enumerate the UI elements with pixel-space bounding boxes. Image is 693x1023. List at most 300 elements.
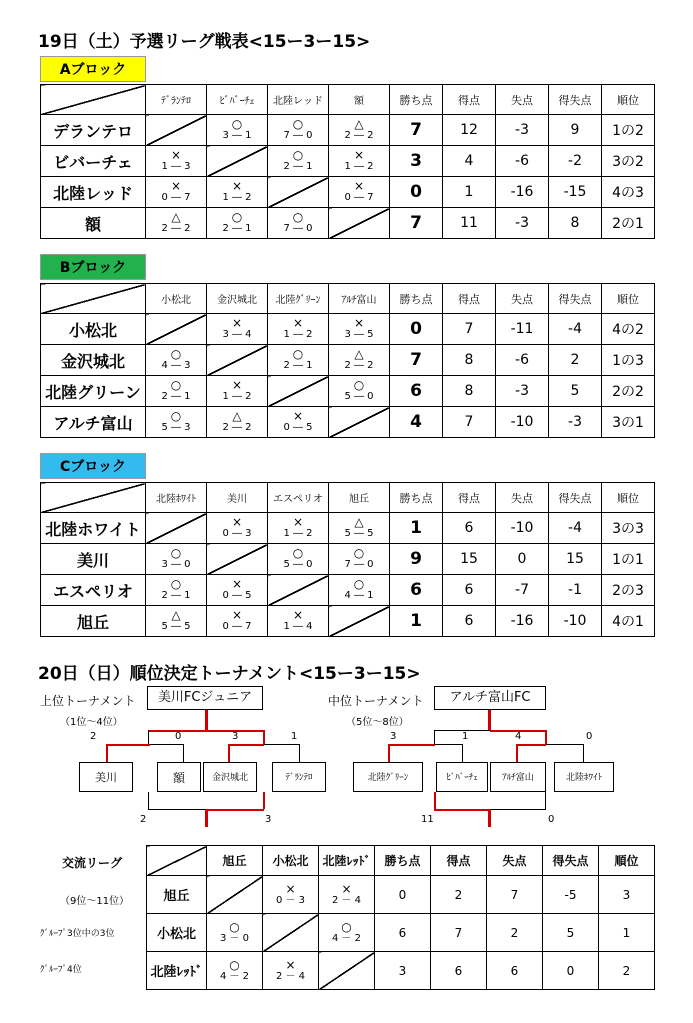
points: 6 [390, 376, 443, 407]
result-mark: △ [171, 210, 181, 224]
match-result [329, 513, 390, 544]
match-result [207, 177, 268, 208]
goal-difference: -3 [549, 407, 602, 438]
result-mark: × [292, 409, 304, 423]
rank: 2の3 [602, 575, 655, 606]
points: 0 [375, 876, 431, 914]
self-match-cell [319, 952, 375, 990]
goals-against: 0 [496, 544, 549, 575]
result-score: 1 ― 4 [283, 621, 313, 632]
match-result [207, 115, 268, 146]
result-mark: ○ [170, 577, 182, 591]
result-score: 0 ― 3 [222, 528, 252, 539]
middle-champion: アルチ富山FC [434, 686, 546, 710]
goals-for: 7 [443, 407, 496, 438]
team-name: エスペリオ [41, 575, 146, 606]
middle-label: 中位トーナメント [328, 694, 424, 708]
self-match-cell [207, 544, 268, 575]
exchange-note-2: ｸﾞﾙｰﾌﾟ4位 [40, 965, 82, 975]
team-header: 北陸ﾎﾜｲﾄ [146, 483, 207, 513]
result-score: 2 ― 1 [222, 223, 252, 234]
middle-team-4: 北陸ﾎﾜｲﾄ [554, 762, 614, 792]
result-mark: ○ [170, 347, 182, 361]
result-score: 4 ― 1 [344, 590, 374, 601]
result-mark: ○ [231, 117, 243, 131]
result-mark: × [231, 316, 243, 330]
match-result [268, 314, 329, 345]
team-header: エスペリオ [268, 483, 329, 513]
team-name: 小松北 [147, 914, 207, 952]
block-table-3 [40, 482, 655, 637]
team-header: 旭丘 [329, 483, 390, 513]
upper-team-1: 美川 [79, 762, 133, 792]
points: 3 [375, 952, 431, 990]
goals-for: 12 [443, 115, 496, 146]
rank: 1の1 [602, 544, 655, 575]
match-result [329, 544, 390, 575]
table-row [41, 376, 655, 407]
goal-difference: -5 [543, 876, 599, 914]
goal-difference: 9 [549, 115, 602, 146]
result-score: 7 ― 0 [283, 130, 313, 141]
result-score: 7 ― 0 [283, 223, 313, 234]
rank: 1の3 [602, 345, 655, 376]
result-score: 1 ― 2 [344, 161, 374, 172]
result-mark: △ [354, 117, 364, 131]
result-mark: × [292, 608, 304, 622]
goals-for: 4 [443, 146, 496, 177]
stat-header: 得点 [431, 846, 487, 876]
points: 9 [390, 544, 443, 575]
result-score: 4 － 2 [331, 932, 362, 944]
result-mark: ○ [229, 919, 240, 934]
goals-against: -10 [496, 407, 549, 438]
result-score: 5 ― 0 [283, 559, 313, 570]
result-mark: ○ [341, 919, 352, 934]
team-name: 北陸ホワイト [41, 513, 146, 544]
result-mark: ○ [231, 210, 243, 224]
result-mark: ○ [170, 378, 182, 392]
result-mark: △ [232, 409, 242, 423]
self-match-cell [207, 146, 268, 177]
team-header: 旭丘 [207, 846, 263, 876]
match-result [329, 146, 390, 177]
result-score: 2 ― 2 [161, 223, 191, 234]
team-name: アルチ富山 [41, 407, 146, 438]
stat-header: 得点 [443, 284, 496, 314]
goal-difference: 8 [549, 208, 602, 239]
result-score: 3 ― 0 [161, 559, 191, 570]
result-mark: ○ [170, 546, 182, 560]
goal-difference: 2 [549, 345, 602, 376]
middle-r1-score-2: 1 [462, 731, 469, 742]
self-match-cell [207, 345, 268, 376]
match-result [268, 407, 329, 438]
result-score: 5 ― 5 [344, 528, 374, 539]
stat-header: 勝ち点 [390, 483, 443, 513]
match-result [146, 544, 207, 575]
result-score: 1 ― 2 [222, 192, 252, 203]
upper-team-3: 金沢城北 [203, 762, 257, 792]
result-mark: × [292, 515, 304, 529]
exchange-table [146, 845, 655, 990]
points: 7 [390, 345, 443, 376]
stat-header: 順位 [599, 846, 655, 876]
goal-difference: 5 [549, 376, 602, 407]
team-header: 小松北 [263, 846, 319, 876]
match-result [263, 876, 319, 914]
block-table-2 [40, 283, 655, 438]
team-name: 美川 [41, 544, 146, 575]
points: 4 [390, 407, 443, 438]
points: 0 [390, 314, 443, 345]
rank: 2 [599, 952, 655, 990]
upper-team-4: ﾃﾞﾗﾝﾃﾛ [272, 762, 326, 792]
points: 1 [390, 606, 443, 637]
goal-difference: -2 [549, 146, 602, 177]
result-score: 0 ― 5 [222, 590, 252, 601]
match-result [268, 513, 329, 544]
goals-for: 11 [443, 208, 496, 239]
result-mark: × [353, 148, 365, 162]
match-result [207, 407, 268, 438]
table-row [41, 513, 655, 544]
team-header: 金沢城北 [207, 284, 268, 314]
result-score: 0 ― 7 [222, 621, 252, 632]
rank: 1の2 [602, 115, 655, 146]
corner-cell [41, 85, 146, 115]
team-name: ビバーチェ [41, 146, 146, 177]
block-label-1: Aブロック [40, 56, 146, 82]
result-score: 7 ― 0 [344, 559, 374, 570]
goals-against: -3 [496, 115, 549, 146]
stat-header: 得失点 [549, 483, 602, 513]
result-mark: ○ [292, 210, 304, 224]
result-score: 2 ― 2 [222, 422, 252, 433]
team-header: ﾃﾞﾗﾝﾃﾛ [146, 85, 207, 115]
match-result [329, 314, 390, 345]
day1-title: 19日（土）予選リーグ戦表<15ー3ー15> [38, 32, 371, 52]
team-header: ｱﾙﾁ富山 [329, 284, 390, 314]
match-result [329, 177, 390, 208]
rank: 3の3 [602, 513, 655, 544]
block-label-2: Bブロック [40, 254, 146, 280]
team-header: 額 [329, 85, 390, 115]
result-score: 2 ― 1 [161, 391, 191, 402]
upper-champion: 美川FCジュニア [147, 686, 263, 710]
result-score: 2 － 4 [275, 970, 306, 982]
match-result [207, 952, 263, 990]
result-score: 1 ― 3 [161, 161, 191, 172]
goals-against: -3 [496, 376, 549, 407]
match-result [146, 177, 207, 208]
result-score: 5 ― 0 [344, 391, 374, 402]
stat-header: 順位 [602, 483, 655, 513]
middle-r1-score-1: 3 [390, 731, 397, 742]
self-match-cell [146, 314, 207, 345]
result-score: 0 ― 7 [344, 192, 374, 203]
goals-for: 7 [443, 314, 496, 345]
result-score: 5 ― 3 [161, 422, 191, 433]
result-score: 1 ― 2 [222, 391, 252, 402]
table-row [41, 544, 655, 575]
match-result [146, 208, 207, 239]
table-row [41, 407, 655, 438]
goals-for: 6 [443, 606, 496, 637]
match-result [146, 345, 207, 376]
points: 3 [390, 146, 443, 177]
corner-cell [147, 846, 207, 876]
block-label-3: Cブロック [40, 453, 146, 479]
match-result [146, 575, 207, 606]
result-score: 2 ― 1 [161, 590, 191, 601]
rank: 3の1 [602, 407, 655, 438]
match-result [146, 146, 207, 177]
team-header: 美川 [207, 483, 268, 513]
goals-for: 6 [443, 513, 496, 544]
result-score: 2 － 4 [331, 894, 362, 906]
team-name: 旭丘 [41, 606, 146, 637]
self-match-cell [207, 876, 263, 914]
middle-range: （5位～8位） [346, 717, 409, 728]
day2-title: 20日（日）順位決定トーナメント<15ー3ー15> [38, 664, 421, 684]
stat-header: 得点 [443, 483, 496, 513]
result-score: 3 － 0 [219, 932, 250, 944]
match-result [207, 376, 268, 407]
rank: 4の3 [602, 177, 655, 208]
result-score: 1 ― 2 [283, 329, 313, 340]
goal-difference: -1 [549, 575, 602, 606]
middle-team-2: ﾋﾞﾊﾞｰﾁｪ [436, 762, 488, 792]
upper-range: （1位～4位） [60, 717, 123, 728]
result-score: 3 ― 4 [222, 329, 252, 340]
match-result [146, 376, 207, 407]
match-result [268, 146, 329, 177]
table-row [147, 914, 655, 952]
table-row [41, 314, 655, 345]
team-name: 北陸グリーン [41, 376, 146, 407]
result-mark: ○ [229, 957, 240, 972]
goals-against: -16 [496, 606, 549, 637]
match-result [207, 606, 268, 637]
goal-difference: -10 [549, 606, 602, 637]
upper-r1-score-2: 0 [175, 731, 182, 742]
result-score: 1 ― 2 [283, 528, 313, 539]
rank: 3 [599, 876, 655, 914]
result-score: 0 ― 5 [283, 422, 313, 433]
exchange-note-1: ｸﾞﾙｰﾌﾟ3位中の3位 [40, 929, 115, 939]
result-mark: △ [171, 608, 181, 622]
result-mark: △ [354, 515, 364, 529]
result-score: 2 ― 2 [344, 130, 374, 141]
result-mark: ○ [292, 117, 304, 131]
result-mark: × [353, 316, 365, 330]
goals-for: 7 [431, 914, 487, 952]
result-mark: × [231, 378, 243, 392]
match-result [319, 914, 375, 952]
exchange-label: 交流リーグ [62, 856, 123, 870]
result-mark: × [231, 179, 243, 193]
upper-r1-score-3: 3 [232, 731, 239, 742]
team-name: 金沢城北 [41, 345, 146, 376]
result-mark: ○ [292, 347, 304, 361]
match-result [268, 606, 329, 637]
goal-difference: -4 [549, 314, 602, 345]
goals-against: -11 [496, 314, 549, 345]
result-score: 4 ― 3 [161, 360, 191, 371]
goals-against: 2 [487, 914, 543, 952]
match-result [207, 314, 268, 345]
rank: 4の1 [602, 606, 655, 637]
table-row [41, 208, 655, 239]
goals-against: -6 [496, 146, 549, 177]
match-result [319, 876, 375, 914]
goal-difference: -15 [549, 177, 602, 208]
table-row [147, 952, 655, 990]
upper-r1-score-1: 2 [90, 731, 97, 742]
table-row [41, 345, 655, 376]
self-match-cell [263, 914, 319, 952]
points: 0 [390, 177, 443, 208]
result-score: 2 ― 1 [283, 360, 313, 371]
team-header: 北陸レッド [268, 85, 329, 115]
result-mark: × [292, 316, 304, 330]
self-match-cell [268, 177, 329, 208]
team-header: 小松北 [146, 284, 207, 314]
match-result [207, 513, 268, 544]
result-score: 3 ― 5 [344, 329, 374, 340]
result-mark: × [231, 608, 243, 622]
rank: 3の2 [602, 146, 655, 177]
rank: 2の1 [602, 208, 655, 239]
points: 6 [375, 914, 431, 952]
goal-difference: 0 [543, 952, 599, 990]
result-score: 4 － 2 [219, 970, 250, 982]
self-match-cell [329, 407, 390, 438]
upper-team-2: 額 [157, 762, 201, 792]
goal-difference: -4 [549, 513, 602, 544]
match-result [207, 208, 268, 239]
self-match-cell [268, 575, 329, 606]
points: 7 [390, 208, 443, 239]
result-mark: ○ [292, 148, 304, 162]
goals-for: 6 [443, 575, 496, 606]
points: 1 [390, 513, 443, 544]
stat-header: 得失点 [549, 284, 602, 314]
result-score: 2 ― 1 [283, 161, 313, 172]
upper-final-score-1: 2 [140, 814, 147, 825]
upper-r1-score-4: 1 [291, 731, 298, 742]
stat-header: 勝ち点 [375, 846, 431, 876]
match-result [207, 575, 268, 606]
corner-cell [41, 284, 146, 314]
team-header: ﾋﾞﾊﾞｰﾁｪ [207, 85, 268, 115]
result-score: 0 ― 7 [161, 192, 191, 203]
result-mark: ○ [353, 577, 365, 591]
match-result [329, 345, 390, 376]
result-score: 5 ― 5 [161, 621, 191, 632]
team-header: 北陸ﾚｯﾄﾞ [319, 846, 375, 876]
points: 6 [390, 575, 443, 606]
goal-difference: 15 [549, 544, 602, 575]
middle-team-1: 北陸ｸﾞﾘｰﾝ [353, 762, 423, 792]
result-mark: ○ [353, 378, 365, 392]
stat-header: 勝ち点 [390, 284, 443, 314]
corner-cell [41, 483, 146, 513]
team-name: デランテロ [41, 115, 146, 146]
result-score: 0 － 3 [275, 894, 306, 906]
match-result [146, 407, 207, 438]
result-score: 3 ― 1 [222, 130, 252, 141]
stat-header: 得失点 [543, 846, 599, 876]
self-match-cell [146, 513, 207, 544]
match-result [329, 376, 390, 407]
result-mark: × [231, 577, 243, 591]
goals-for: 6 [431, 952, 487, 990]
team-name: 北陸レッド [41, 177, 146, 208]
goals-for: 8 [443, 376, 496, 407]
goals-for: 2 [431, 876, 487, 914]
goals-against: 7 [487, 876, 543, 914]
table-row [147, 876, 655, 914]
rank: 4の2 [602, 314, 655, 345]
match-result [268, 544, 329, 575]
middle-r1-score-3: 4 [515, 731, 522, 742]
middle-r1-score-4: 0 [586, 731, 593, 742]
result-mark: ○ [353, 546, 365, 560]
table-row [41, 575, 655, 606]
result-mark: × [285, 881, 296, 896]
goals-for: 1 [443, 177, 496, 208]
goal-difference: 5 [543, 914, 599, 952]
match-result [268, 115, 329, 146]
upper-final-score-2: 3 [265, 814, 272, 825]
table-row [41, 177, 655, 208]
middle-final-score-1: 11 [421, 814, 434, 825]
self-match-cell [329, 606, 390, 637]
table-row [41, 606, 655, 637]
match-result [207, 914, 263, 952]
match-result [146, 606, 207, 637]
result-score: 2 ― 2 [344, 360, 374, 371]
points: 7 [390, 115, 443, 146]
goals-against: -6 [496, 345, 549, 376]
result-mark: ○ [292, 546, 304, 560]
team-header: 北陸ｸﾞﾘｰﾝ [268, 284, 329, 314]
result-mark: × [353, 179, 365, 193]
table-row [41, 115, 655, 146]
goals-for: 8 [443, 345, 496, 376]
rank: 2の2 [602, 376, 655, 407]
table-row [41, 146, 655, 177]
stat-header: 順位 [602, 85, 655, 115]
upper-label: 上位トーナメント [40, 694, 136, 708]
result-mark: × [231, 515, 243, 529]
exchange-range: （9位～11位） [60, 896, 130, 907]
result-mark: △ [354, 347, 364, 361]
middle-final-score-2: 0 [548, 814, 555, 825]
team-name: 額 [41, 208, 146, 239]
result-mark: ○ [170, 409, 182, 423]
self-match-cell [268, 376, 329, 407]
rank: 1 [599, 914, 655, 952]
match-result [329, 575, 390, 606]
match-result [329, 115, 390, 146]
self-match-cell [146, 115, 207, 146]
stat-header: 得失点 [549, 85, 602, 115]
team-name: 小松北 [41, 314, 146, 345]
result-mark: × [170, 179, 182, 193]
